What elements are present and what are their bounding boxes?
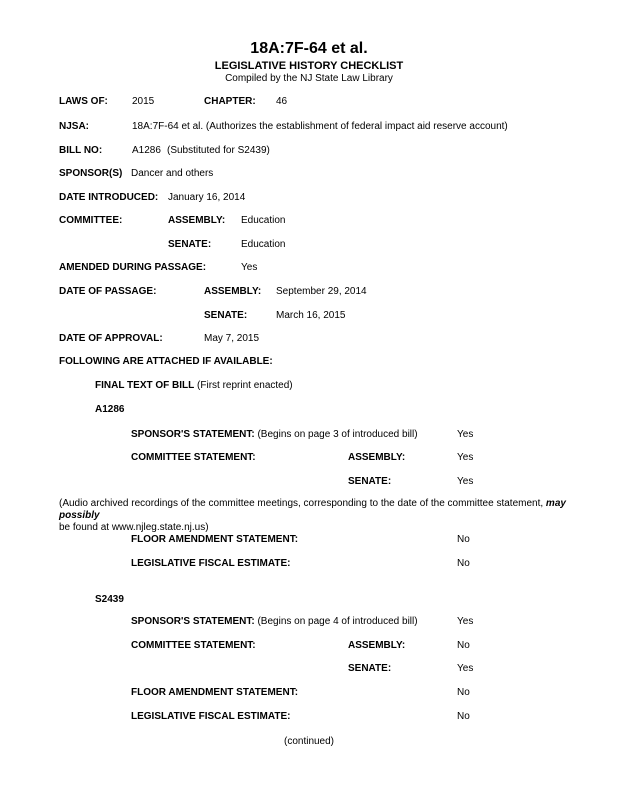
s2439-committee-assembly-label: ASSEMBLY: [348,640,406,651]
s2439-committee-senate-label: SENATE: [348,663,392,674]
committee-senate-label: SENATE: [168,239,212,250]
a1286-committee-assembly-value: Yes [457,452,474,463]
page-title: 18A:7F-64 et al. [250,40,368,57]
passage-assembly-label: ASSEMBLY: [204,286,262,297]
a1286-heading: A1286 [95,404,125,415]
a1286-committee-senate-value: Yes [457,476,474,487]
s2439-floor-amendment-value: No [457,687,470,698]
bill-no-label: BILL NO: [59,145,103,156]
njsa-value: 18A:7F-64 et al. (Authorizes the establishment of federal impact aid reserve account) [132,121,508,132]
laws-of-label: LAWS OF: [59,96,108,107]
final-text-note: (First reprint enacted) [197,380,293,391]
a1286-sponsor-statement [131,429,418,441]
committee-label: COMMITTEE: [59,215,123,226]
final-text-row [95,380,293,392]
njsa-label: NJSA: [59,121,90,132]
chapter-label: CHAPTER: [204,96,256,107]
s2439-committee-senate-value: Yes [457,663,474,674]
a1286-committee-assembly-label: ASSEMBLY: [348,452,406,463]
a1286-sponsor-statement-note: (Begins on page 3 of introduced bill) [257,429,418,440]
s2439-sponsor-statement-value: Yes [457,616,474,627]
bill-no-value: A1286 [132,145,161,156]
a1286-floor-amendment-label: FLOOR AMENDMENT STATEMENT: [131,534,299,545]
sponsors-label: SPONSOR(S) [59,168,123,179]
chapter-value: 46 [276,96,288,107]
a1286-fiscal-estimate-value: No [457,558,470,569]
date-of-approval-label: DATE OF APPROVAL: [59,333,163,344]
s2439-floor-amendment-label: FLOOR AMENDMENT STATEMENT: [131,687,299,698]
passage-senate-label: SENATE: [204,310,248,321]
s2439-committee-assembly-value: No [457,640,470,651]
amended-label: AMENDED DURING PASSAGE: [59,262,207,273]
page-subtitle: LEGISLATIVE HISTORY CHECKLIST [214,60,404,72]
attached-heading: FOLLOWING ARE ATTACHED IF AVAILABLE: [59,356,273,367]
date-of-approval-value: May 7, 2015 [204,333,260,344]
s2439-sponsor-statement-label: SPONSOR'S STATEMENT: [131,616,255,627]
s2439-sponsor-statement-note: (Begins on page 4 of introduced bill) [257,616,418,627]
committee-assembly-label: ASSEMBLY: [168,215,226,226]
passage-senate-value: March 16, 2015 [276,310,346,321]
continued-footer: (continued) [283,736,335,747]
final-text-label: FINAL TEXT OF BILL [95,380,195,391]
s2439-committee-statement-label: COMMITTEE STATEMENT: [131,640,256,651]
committee-senate-value: Education [241,239,286,250]
committee-assembly-value: Education [241,215,286,226]
audio-note [59,498,605,534]
s2439-fiscal-estimate-value: No [457,711,470,722]
date-of-passage-label: DATE OF PASSAGE: [59,286,157,297]
a1286-sponsor-statement-value: Yes [457,429,474,440]
a1286-floor-amendment-value: No [457,534,470,545]
audio-note-text: (Audio archived recordings of the committee meetings, corresponding to the date of the committee statement, [59,498,546,509]
compiled-by: Compiled by the NJ State Law Library [225,73,393,84]
s2439-sponsor-statement [131,616,418,628]
passage-assembly-value: September 29, 2014 [276,286,367,297]
s2439-fiscal-estimate-label: LEGISLATIVE FISCAL ESTIMATE: [131,711,291,722]
date-introduced-value: January 16, 2014 [168,192,246,203]
date-introduced-label: DATE INTRODUCED: [59,192,159,203]
a1286-committee-statement-label: COMMITTEE STATEMENT: [131,452,256,463]
audio-note-url-text: be found at www.njleg.state.nj.us) [59,522,209,533]
laws-of-year: 2015 [132,96,155,107]
amended-value: Yes [241,262,258,273]
a1286-committee-senate-label: SENATE: [348,476,392,487]
sponsors-value: Dancer and others [131,168,214,179]
audio-note-emphasis: may possibly [59,498,566,521]
a1286-fiscal-estimate-label: LEGISLATIVE FISCAL ESTIMATE: [131,558,291,569]
a1286-sponsor-statement-label: SPONSOR'S STATEMENT: [131,429,255,440]
s2439-heading: S2439 [95,594,124,605]
bill-no-note: (Substituted for S2439) [167,145,270,156]
